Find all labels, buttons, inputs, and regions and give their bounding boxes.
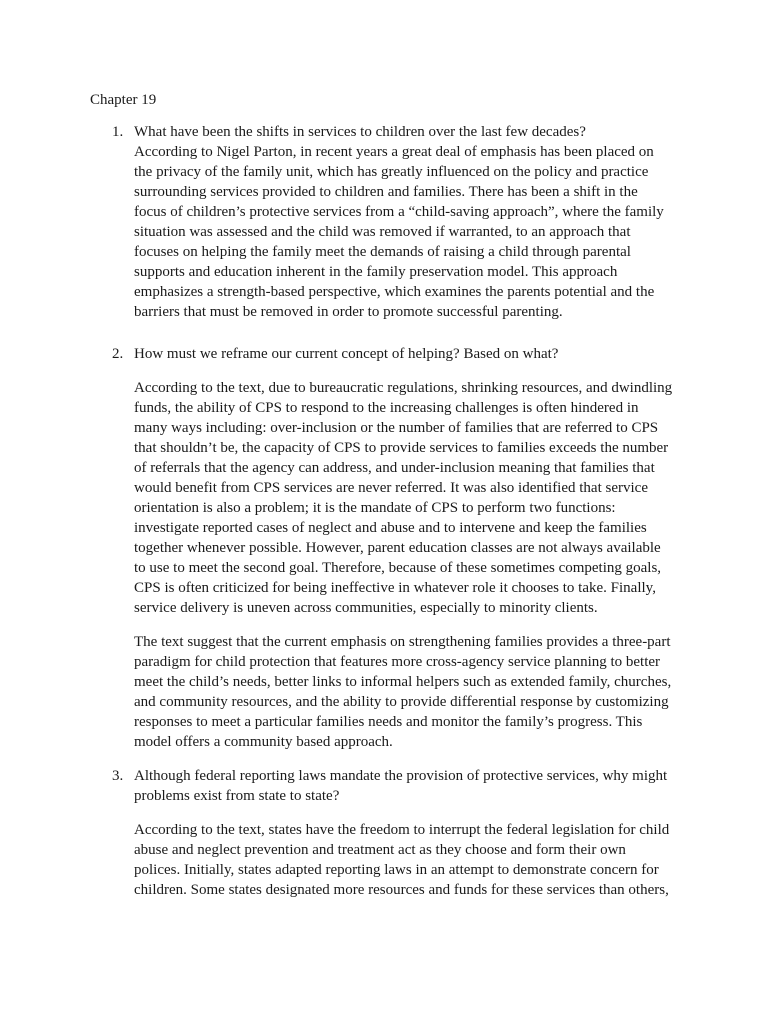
- answer-paragraph: According to the text, due to bureaucratic regulations, shrinking resources, and dwindling funds, the ability of CPS to respond to the increasing challenges is often hindered in many ways including: over-inclusion or the number of families that are referred to CPS that shouldn’t be, the capacity of CPS to provide services to families exceeds the number of referrals that the agency can address, and under-inclusion meaning that families that would benefit from CPS services are never referred. It was also identified that service orientation is also a problem; it is the mandate of CPS to perform two functions: investigate reported cases of neglect and abuse and to intervene and keep the families together whenever possible. However, parent education classes are not always available to use to meet the second goal. Therefore, because of these sometimes competing goals, CPS is often criticized for being ineffective in whatever role it chooses to take. Finally, service delivery is uneven across communities, especially to minority clients.: [134, 380, 673, 616]
- question-text: What have been the shifts in services to children over the last few decades?: [134, 124, 586, 140]
- question-number: 2.: [112, 346, 124, 362]
- answer-paragraph: The text suggest that the current emphasis on strengthening families provides a three-part paradigm for child protection that features more cross-agency service planning to better meet the child’s needs, better links to informal helpers such as extended family, churches, and community resources, and the ability to provide differential response by customizing responses to meet a particular families needs and monitor the family’s progress. This model offers a community based approach.: [134, 634, 672, 750]
- question-item-2: [90, 344, 688, 752]
- question-item-1: [90, 122, 688, 322]
- question-text: How must we reframe our current concept of helping? Based on what?: [134, 346, 559, 362]
- chapter-title: Chapter 19: [90, 92, 157, 108]
- answer-paragraph: According to the text, states have the freedom to interrupt the federal legislation for child abuse and neglect prevention and treatment act as they choose and form their own polices. Initially, states adapted reporting laws in an attempt to demonstrate concern for children. Some states designated more resources and funds for these services than others,: [134, 822, 670, 898]
- question-number: 3.: [112, 768, 124, 784]
- question-item-3: [90, 766, 688, 900]
- answer-paragraph: According to Nigel Parton, in recent years a great deal of emphasis has been placed on the privacy of the family unit, which has greatly influenced on the policy and practice surrounding services provided to children and families. There has been a shift in the focus of children’s protective services from a “child-saving approach”, where the family situation was assessed and the child was removed if warranted, to an approach that focuses on helping the family meet the demands of raising a child through parental supports and education inherent in the family preservation model. This approach emphasizes a strength-based perspective, which examines the parents potential and the barriers that must be removed in order to promote successful parenting.: [134, 144, 664, 320]
- question-number: 1.: [112, 124, 124, 140]
- question-text: Although federal reporting laws mandate the provision of protective services, why might problems exist from state to state?: [134, 768, 668, 804]
